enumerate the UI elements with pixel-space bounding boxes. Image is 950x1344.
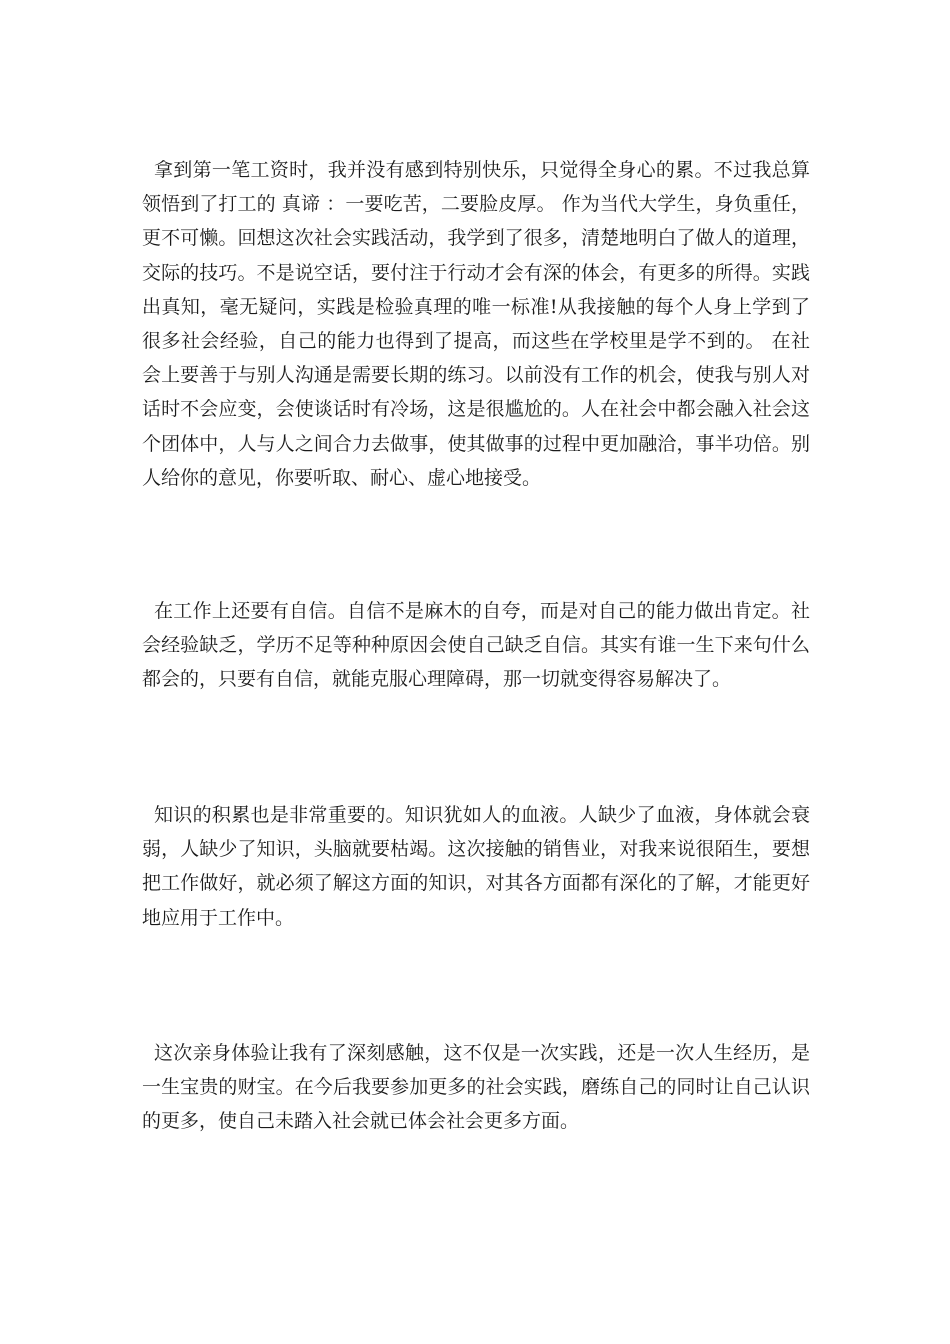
paragraph-confidence: 在工作上还要有自信。自信不是麻木的自夸，而是对自己的能力做出肯定。社会经验缺乏，学历不足等种种原因会使自己缺乏自信。其实有谁一生下来句什么都会的，只要有自信，就能克服心理障碍，那一切就变得容易解决了。 (142, 600, 810, 691)
paragraph-first-salary: 拿到第一笔工资时，我并没有感到特别快乐，只觉得全身心的累。不过我总算领悟到了打工的 真谛 ：一要吃苦，二要脸皮厚。 作为当代大学生，身负重任，更不可懒。回想这次社会实践活动，我学到了很多，清楚地明白了做人的道理，交际的技巧。不是说空话，要付注于行动才会有深的体会，有更多的所得。实践出真知，毫无疑问，实践是检验真理的唯一标准!从我接触的每个人身上学到了很多社会经验，自己的能力也得到了提高，而这些在学校里是学不到的。 在社会上要善于与别人沟通是需要长期的练习。以前没有工作的机会，使我与别人对话时不会应变，会使谈话时有冷场，这是很尴尬的。人在社会中都会融入社会这个团体中，人与人之间合力去做事，使其做事的过程中更加融洽，事半功倍。别人给你的意见，你要听取、耐心、虚心地接受。 (142, 159, 810, 489)
paragraph-conclusion: 这次亲身体验让我有了深刻感触，这不仅是一次实践，还是一次人生经历，是一生宝贵的财宝。在今后我要参加更多的社会实践，磨练自己的同时让自己认识的更多，使自己未踏入社会就已体会社会更多方面。 (142, 1042, 810, 1133)
paragraph-knowledge: 知识的积累也是非常重要的。知识犹如人的血液。人缺少了血液，身体就会衰弱，人缺少了知识，头脑就要枯竭。这次接触的销售业，对我来说很陌生，要想把工作做好，就必须了解这方面的知识，对其各方面都有深化的了解，才能更好地应用于工作中。 (142, 804, 810, 929)
